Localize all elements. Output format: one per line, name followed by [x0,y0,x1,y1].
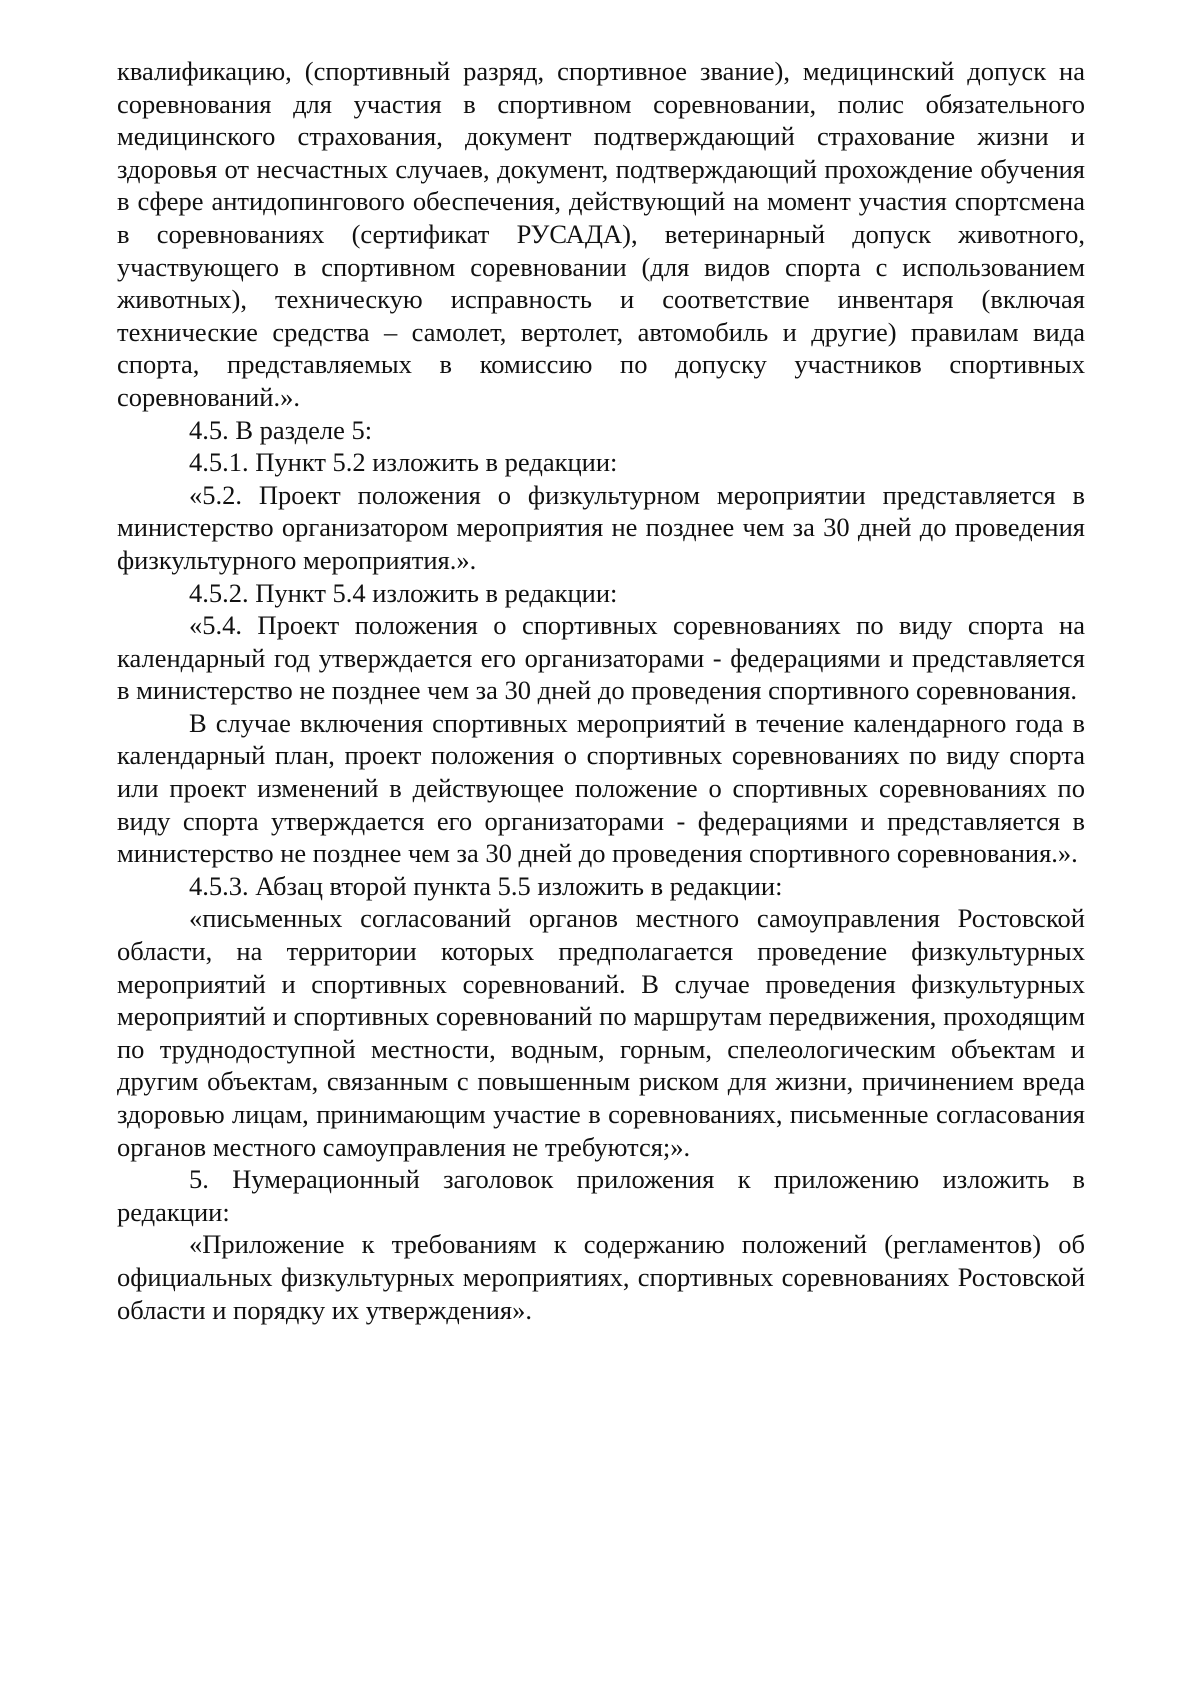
paragraph-quote-appendix-title: «Приложение к требованиям к содержанию положений (регламентов) об официальных физкультурных мероприятиях, спортивных соревнованиях Ростовской области и порядку их утверждения». [117,1229,1085,1325]
paragraph-calendar-plan: В случае включения спортивных мероприятий в течение календарного года в календарный план, проект положения о спортивных соревнованиях по виду спорта или проект изменений в действующее положение о спортивных соревнованиях по виду спорта утверждается его организаторами - федерациями и представляется в министерство не позднее чем за 30 дней до проведения спортивного соревнования.». [117,707,1085,869]
paragraph-item-4-5-3: 4.5.3. Абзац второй пункта 5.5 изложить в редакции: [189,870,783,901]
paragraph-section-4-5: 4.5. В разделе 5: [189,414,373,445]
paragraph-quote-5-4: «5.4. Проект положения о спортивных соревнованиях по виду спорта на календарный год утверждается его организаторами - федерациями и представляется в министерство не позднее чем за 30 дней до проведения спортивного соревнования. [117,610,1085,706]
paragraph-item-5: 5. Нумерационный заголовок приложения к приложению изложить в редакции: [117,1164,1085,1227]
paragraph-item-4-5-2: 4.5.2. Пункт 5.4 изложить в редакции: [189,577,618,608]
document-page [117,55,1085,1326]
paragraph-continuation-qualification: квалификацию, (спортивный разряд, спортивное звание), медицинский допуск на соревнования для участия в спортивном соревновании, полис обязательного медицинского страхования, документ подтверждающий страхование жизни и здоровья от несчастных случаев, документ, подтверждающий прохождение обучения в сфере антидопингового обеспечения, действующий на момент участия спортсмена в соревнованиях (сертификат РУСАДА), ветеринарный допуск животного, участвующего в спортивном соревновании (для видов спорта с использованием животных), техническую исправность и соответствие инвентаря (включая технические средства – самолет, вертолет, автомобиль и другие) правилам вида спорта, представляемых в комиссию по допуску участников спортивных соревнований.». [117,56,1085,412]
paragraph-quote-5-2: «5.2. Проект положения о физкультурном мероприятии представляется в министерство организатором мероприятия не позднее чем за 30 дней до проведения физкультурного мероприятия.». [117,479,1085,575]
paragraph-item-4-5-1: 4.5.1. Пункт 5.2 изложить в редакции: [189,447,618,478]
paragraph-quote-approvals: «письменных согласований органов местного самоуправления Ростовской области, на территории которых предполагается проведение физкультурных мероприятий и спортивных соревнований. В случае проведения физкультурных мероприятий и спортивных соревнований по маршрутам передвижения, проходящим по труднодоступной местности, водным, горным, спелеологическим объектам и другим объектам, связанным с повышенным риском для жизни, причинением вреда здоровью лицам, принимающим участие в соревнованиях, письменные согласования органов местного самоуправления не требуются;». [117,903,1085,1162]
